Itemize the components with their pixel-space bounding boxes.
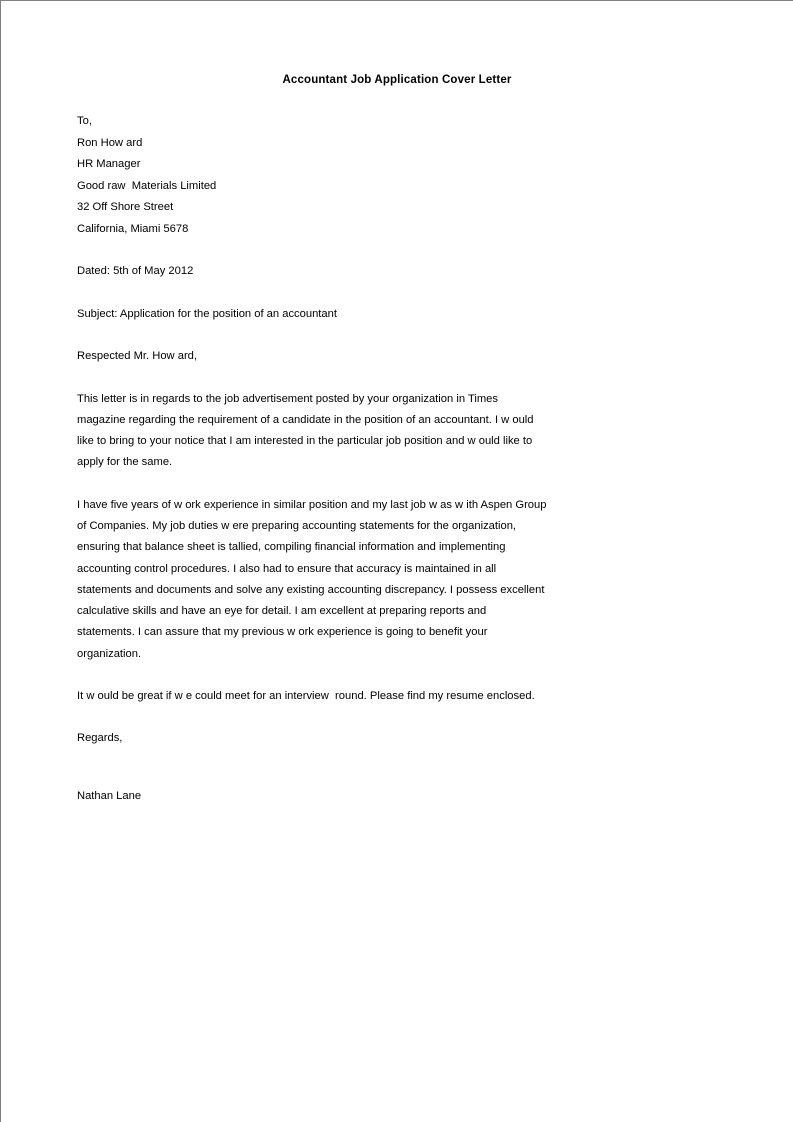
recipient-street: 32 Off Shore Street [77,201,174,213]
spacer-after-paragraph-1 [77,474,547,495]
greeting-line: Respected Mr. How ard, [77,350,198,362]
letter-body [77,111,550,807]
body-paragraph-1: This letter is in regards to the job advertisement posted by your organization in Times magazine regarding the requirement of a candidate in the position of an accountant. I w ould like to bring to your notice that I am interested in the particular job position and w ould like to apply for the same. [77,392,537,469]
recipient-address-block [77,111,547,240]
spacer-after-subject [77,325,547,346]
spacer-after-greeting [77,368,547,389]
spacer-after-closing [77,750,547,771]
subject-line: Subject: Application for the position of an accountant [77,307,337,320]
recipient-job-title: HR Manager [77,158,141,170]
closing-line: Regards, [77,732,123,745]
spacer-after-paragraph-2 [77,665,547,686]
spacer-after-date [77,283,547,304]
signature-space [77,771,547,786]
page-title: Accountant Job Application Cover Letter [282,74,512,86]
spacer-after-paragraph-3 [77,707,547,728]
recipient-to-label: To, [77,115,92,127]
signature-name: Nathan Lane [77,789,142,802]
spacer-after-address [77,240,547,261]
recipient-name: Ron How ard [77,136,143,149]
recipient-city-line: California, Miami 5678 [77,222,189,235]
body-paragraph-3: It w ould be great if w e could meet for an interview round. Please find my resume enclosed. [77,690,535,703]
date-line: Dated: 5th of May 2012 [77,265,194,277]
body-paragraph-2: I have five years of w ork experience in similar position and my last job w as w ith Aspen Group of Companies. My job duties w ere preparing accounting statements for the organization, ensuring that balance sheet is tallied, compiling financial information and implementing accounting control procedures. I also had to ensure that accuracy is maintained in all statements and documents and solve any existing accounting discrepancy. I possess excellent calculative skills and have an eye for detail. I am excellent at preparing reports and statements. I can assure that my previous w ork experience is going to benefit your organization. [77,498,550,660]
recipient-company: Good raw Materials Limited [77,179,217,192]
